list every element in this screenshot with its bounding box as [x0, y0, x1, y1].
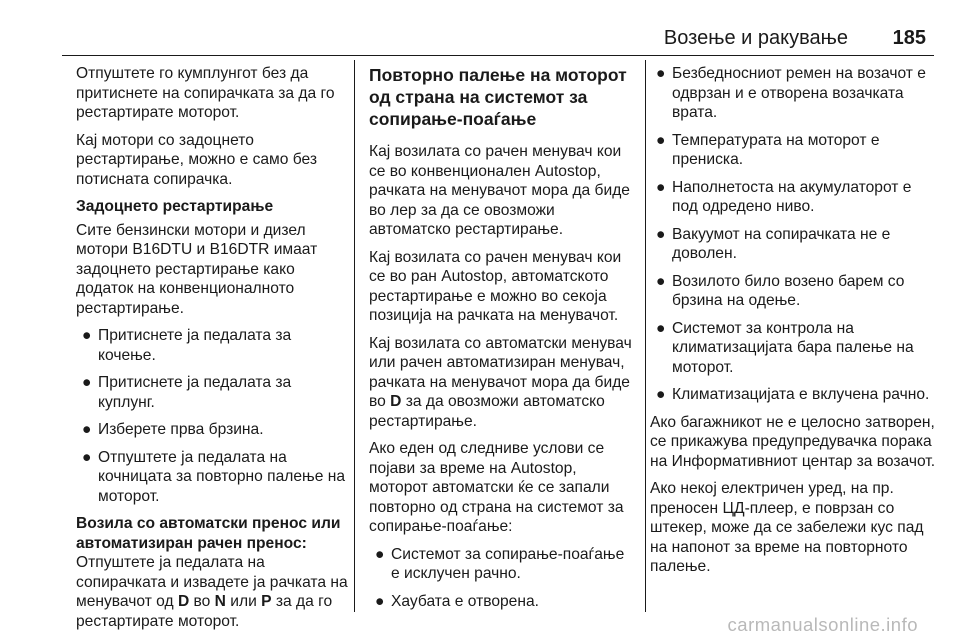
bullet-icon: ● — [656, 386, 666, 403]
header-title: Возење и ракување — [663, 27, 848, 49]
bullet-icon: ● — [656, 225, 666, 243]
text-run: или — [225, 593, 262, 610]
list-item — [76, 373, 352, 412]
paragraph-automatic-restart — [76, 553, 352, 631]
text-run: во — [189, 593, 215, 610]
bullet-icon: ● — [375, 545, 385, 563]
text-run: Кај возилата со автоматски менувач или рачен автоматизиран менувач, рачката на менувачот мора да биде во — [369, 334, 632, 410]
list-item-text: Безбедносниот ремен на возачот е одврзан и е отворена возачката врата. — [672, 65, 926, 121]
gear-d-label: D — [390, 393, 402, 410]
list-item-text: Системот за контрола на климатизацијата бара палење на моторот. — [672, 319, 914, 376]
paragraph-automatic-gear-d — [369, 334, 635, 432]
bullet-icon: ● — [656, 319, 666, 337]
watermark: carmanualsonline.info — [727, 614, 918, 635]
list-item — [369, 592, 635, 612]
list-item-text: Притиснете ја педалата за кочење. — [98, 327, 292, 364]
text-run: Отпуштете ја педалата на сопирачката и извадете ја рачката на менувачот од — [76, 554, 348, 610]
bullet-icon: ● — [82, 327, 92, 344]
paragraph-delayed-restart: Сите бензински мотори и дизел мотори B16DTU и B16DTR имаат задоцнето рестартирање како додаток на конвенционалното рестартирање. — [76, 221, 318, 317]
list-item — [650, 319, 940, 378]
list-item-text: Климатизацијата е вклучена рачно. — [672, 386, 930, 403]
paragraph-delayed-restart-note: Кај мотори со задоцнето рестартирање, можно е само без потисната сопирачка. — [76, 131, 318, 188]
column-divider-right — [645, 60, 646, 612]
bullet-icon: ● — [82, 374, 92, 391]
list-item — [650, 225, 940, 264]
bullet-icon: ● — [656, 272, 666, 290]
bullet-icon: ● — [82, 448, 92, 466]
column-2 — [369, 64, 635, 619]
list-item-text: Системот за сопирање-поаѓање е исклучен рачно. — [391, 545, 625, 582]
gear-n-label: N — [214, 593, 226, 610]
text-run: за да го рестартирате моторот. — [76, 593, 333, 630]
bullet-icon: ● — [656, 178, 666, 196]
list-item-text: Отпуштете ја педалата на кочницата за повторно палење на моторот. — [98, 448, 345, 505]
list-item — [76, 326, 352, 365]
heading-delayed-restart: Задоцнето рестартирање — [76, 198, 274, 215]
bullet-icon: ● — [82, 421, 92, 438]
list-item-text: Притиснете ја педалата за куплунг. — [98, 374, 292, 411]
text-run: за да овозможи автоматско рестартирање. — [369, 393, 605, 430]
page-number: 185 — [892, 27, 926, 49]
paragraph-manual-early-autostop: Кај возилата со рачен менувач кои се во ран Autostop, автоматското рестартирање е можно во секоја позиција на рачката на менувачот. — [369, 248, 622, 324]
bullet-icon: ● — [656, 131, 666, 149]
column-1 — [76, 64, 352, 639]
list-item-text: Изберете прва брзина. — [98, 421, 264, 438]
list-item-text: Температурата на моторот е прениска. — [672, 131, 880, 168]
bullet-list-conditions — [369, 545, 635, 612]
column-3 — [650, 64, 940, 585]
paragraph-conditions-intro: Ако еден од следниве услови се појави за време на Autostop, моторот автоматски ќе се запали повторно од страна на системот за сопирање-поаѓање: — [369, 440, 624, 535]
list-item — [650, 178, 940, 217]
bullet-list-delayed-restart — [76, 326, 352, 506]
column-divider-left — [354, 60, 355, 612]
paragraph-trunk-warning: Ако багажникот не е целосно затворен, се прикажува предупредувачка порака на Информативниот центар за возачот. — [650, 413, 936, 470]
list-item-text: Наполнетоста на акумулаторот е под одредено ниво. — [672, 178, 912, 215]
paragraph-voltage-drop: Ако некој електричен уред, на пр. преносен ЦД-плеер, е поврзан со штекер, може да се забележи кус пад на напонот за време на повторното палење. — [650, 480, 924, 575]
heading-system-restart: Повторно палење на моторот од страна на системот за сопирање-поаѓање — [369, 65, 627, 129]
list-item — [650, 64, 940, 123]
list-item — [650, 385, 940, 405]
page-header — [0, 0, 960, 56]
heading-automatic-transmission: Возила со автоматски пренос или автоматизиран рачен пренос: — [76, 515, 341, 552]
list-item — [650, 272, 940, 311]
list-item — [650, 131, 940, 170]
list-item — [76, 448, 352, 507]
list-item — [369, 545, 635, 584]
gear-d-label: D — [177, 593, 190, 610]
bullet-icon: ● — [656, 65, 666, 82]
list-item-text: Вакуумот на сопирачката не е доволен. — [672, 225, 891, 262]
paragraph-release-clutch: Отпуштете го кумплунгот без да притиснете на сопирачката за да го рестартирате моторот. — [76, 65, 335, 121]
bullet-list-conditions-continued — [650, 64, 940, 405]
list-item-text: Хаубата е отворена. — [391, 592, 539, 610]
bullet-icon: ● — [375, 592, 385, 610]
list-item-text: Возилото било возено барем со брзина на одење. — [672, 272, 905, 309]
paragraph-manual-conventional-autostop: Кај возилата со рачен менувач кои се во конвенционален Autostop, рачката на менувачот мора да биде во лер за да се овозможи автоматско рестартирање. — [369, 143, 630, 238]
header-rule — [62, 55, 934, 56]
list-item — [76, 420, 352, 440]
gear-p-label: P — [261, 593, 272, 610]
